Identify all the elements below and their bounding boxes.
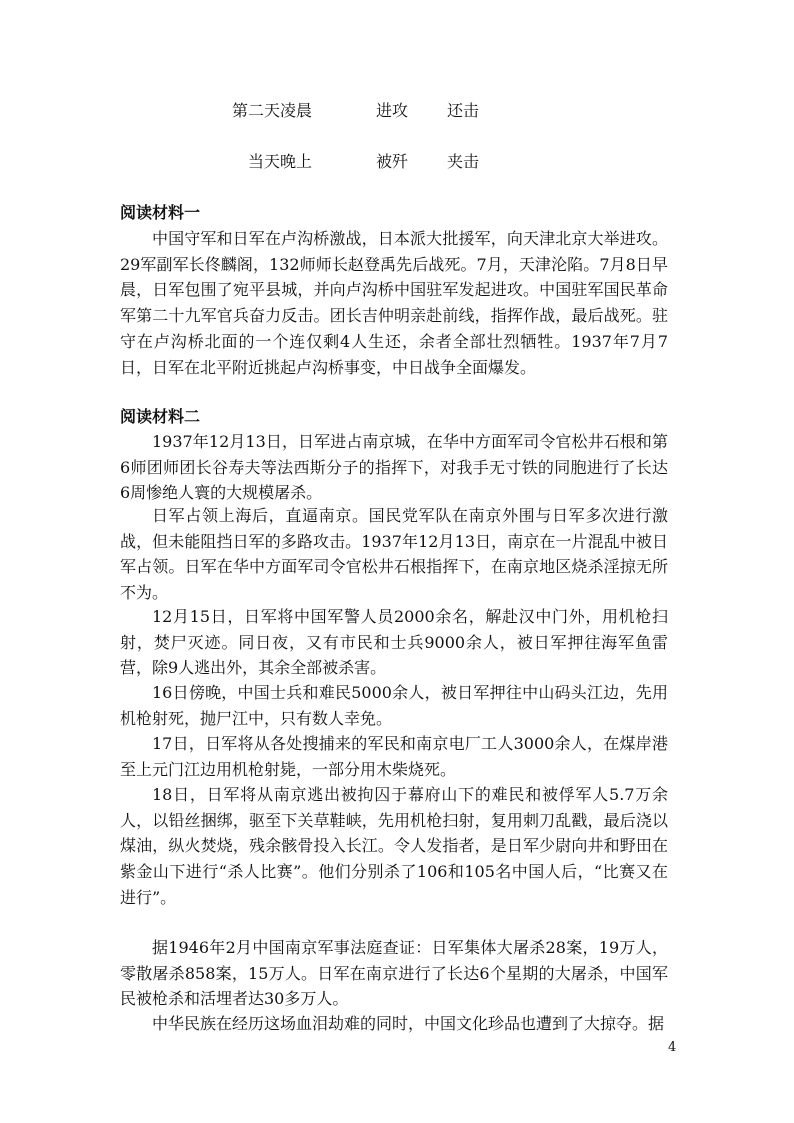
page-number: 4 <box>668 1040 677 1055</box>
row2-action2: 夹击 <box>447 152 480 171</box>
material1-heading: 阅读材料一 <box>120 203 201 222</box>
row1-time: 第二天凌晨 <box>232 101 313 120</box>
material2-paragraph-8: 中华民族在经历这场血泪劫难的同时，中国文化珍品也遭到了大掠夺。据 <box>152 1014 665 1033</box>
row1-action1: 进攻 <box>376 101 409 120</box>
material1-paragraph: 中国守军和日军在卢沟桥激战，日本派大批援军，向天津北京大举进攻。29军副军长佟麟阁，132师师长赵登禹先后战死。7月，天津沦陷。7月8日早晨，日军包围了宛平县城，并向卢沟桥中国驻军发起进攻。中国驻军国民革命军第二十九军官兵奋力反击。团长吉仲明亲赴前线，指挥作战，最后战死。驻守在卢沟桥北面的一个连仅剩4人生还，余者全部壮烈牺牲。1937年7月7日，日军在北平附近挑起卢沟桥事变，中日战争全面爆发。 <box>120 229 668 377</box>
row1-action2: 还击 <box>447 101 480 120</box>
material2-paragraph-4: 16日傍晚，中国士兵和难民5000余人，被日军押往中山码头江边，先用机枪射死，抛尸江中，只有数人幸免。 <box>120 683 668 728</box>
row2-time: 当天晚上 <box>248 152 313 171</box>
material2-heading: 阅读材料二 <box>120 407 201 426</box>
material2-paragraph-5: 17日，日军将从各处搜捕来的军民和南京电厂工人3000余人，在煤岸港至上元门江边用机枪射毙，一部分用木柴烧死。 <box>120 734 668 779</box>
material2-paragraph-6: 18日，日军将从南京逃出被拘囚于幕府山下的难民和被俘军人5.7万余人，以铅丝捆绑，驱至下关草鞋峡，先用机枪扫射，复用刺刀乱戳，最后浇以煤油，纵火焚烧，残余骸骨投入长江。令人发指者，是日军少尉向井和野田在紫金山下进行“杀人比赛”。他们分别杀了106和105名中国人后，“比赛又在进行”。 <box>120 785 668 907</box>
row2-action1: 被歼 <box>376 152 409 171</box>
material2-paragraph-3: 12月15日，日军将中国军警人员2000余名，解赴汉中门外，用机枪扫射，焚尸灭迹。同日夜，又有市民和士兵9000余人，被日军押往海军鱼雷营，除9人逃出外，其余全部被杀害。 <box>120 607 668 678</box>
material2-paragraph-7: 据1946年2月中国南京军事法庭查证：日军集体大屠杀28案，19万人，零散屠杀858案，15万人。日军在南京进行了长达6个星期的大屠杀，中国军民被枪杀和活埋者达30多万人。 <box>120 938 668 1009</box>
material2-paragraph-2: 日军占领上海后，直逼南京。国民党军队在南京外围与日军多次进行激战，但未能阻挡日军的多路攻击。1937年12月13日，南京在一片混乱中被日军占领。日军在华中方面军司令官松井石根指挥下，在南京地区烧杀淫掠无所不为。 <box>120 506 668 603</box>
material2-paragraph-1: 1937年12月13日，日军进占南京城，在华中方面军司令官松井石根和第6师团师团长谷寿夫等法西斯分子的指挥下，对我手无寸铁的同胞进行了长达6周惨绝人寰的大规模屠杀。 <box>120 432 668 503</box>
